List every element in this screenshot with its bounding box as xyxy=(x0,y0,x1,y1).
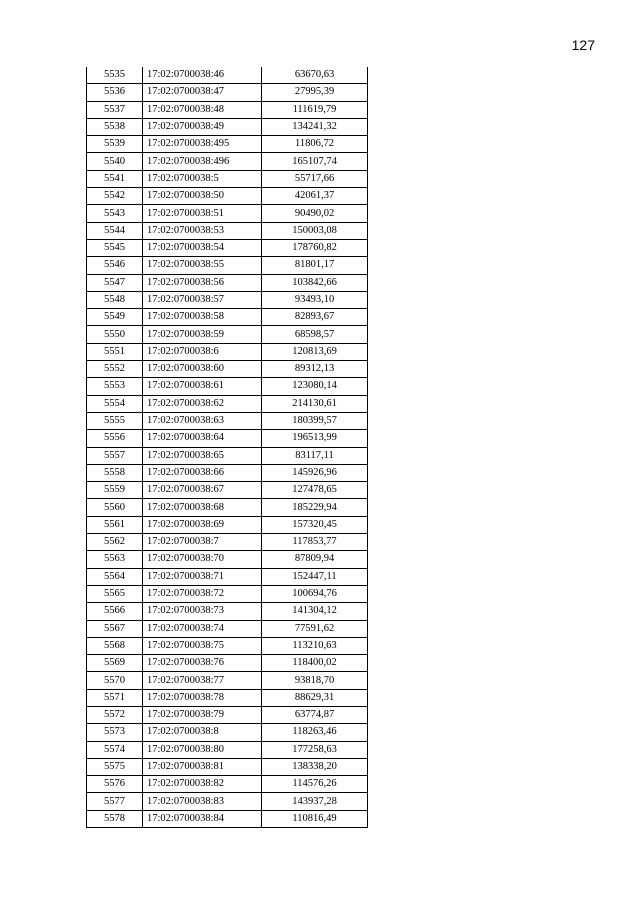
cadastral-number: 17:02:0700038:71 xyxy=(143,568,262,585)
cadastral-number: 17:02:0700038:51 xyxy=(143,205,262,222)
cadastral-value: 118400,02 xyxy=(262,655,368,672)
cadastral-value: 178760,82 xyxy=(262,239,368,256)
cadastral-number: 17:02:0700038:7 xyxy=(143,534,262,551)
cadastral-number: 17:02:0700038:48 xyxy=(143,101,262,118)
cadastral-number: 17:02:0700038:55 xyxy=(143,257,262,274)
cadastral-number: 17:02:0700038:59 xyxy=(143,326,262,343)
table-row xyxy=(87,672,368,689)
cadastral-value: 42061,37 xyxy=(262,188,368,205)
row-number: 5575 xyxy=(87,758,143,775)
row-number: 5562 xyxy=(87,534,143,551)
row-number: 5549 xyxy=(87,309,143,326)
table-row xyxy=(87,706,368,723)
cadastral-number: 17:02:0700038:72 xyxy=(143,585,262,602)
cadastral-value: 165107,74 xyxy=(262,153,368,170)
row-number: 5542 xyxy=(87,188,143,205)
table-row xyxy=(87,620,368,637)
table-row xyxy=(87,153,368,170)
cadastral-value: 152447,11 xyxy=(262,568,368,585)
table-row xyxy=(87,776,368,793)
table-row xyxy=(87,343,368,360)
cadastral-value: 145926,96 xyxy=(262,464,368,481)
cadastral-number: 17:02:0700038:64 xyxy=(143,430,262,447)
cadastral-number: 17:02:0700038:81 xyxy=(143,758,262,775)
cadastral-number: 17:02:0700038:83 xyxy=(143,793,262,810)
table-row xyxy=(87,430,368,447)
table-row xyxy=(87,274,368,291)
row-number: 5551 xyxy=(87,343,143,360)
cadastral-number: 17:02:0700038:70 xyxy=(143,551,262,568)
row-number: 5568 xyxy=(87,637,143,654)
row-number: 5545 xyxy=(87,239,143,256)
row-number: 5570 xyxy=(87,672,143,689)
row-number: 5555 xyxy=(87,412,143,429)
table-row xyxy=(87,551,368,568)
row-number: 5566 xyxy=(87,603,143,620)
table-row xyxy=(87,810,368,827)
cadastral-number: 17:02:0700038:54 xyxy=(143,239,262,256)
cadastral-number: 17:02:0700038:61 xyxy=(143,378,262,395)
table-row xyxy=(87,741,368,758)
row-number: 5548 xyxy=(87,291,143,308)
cadastral-number: 17:02:0700038:50 xyxy=(143,188,262,205)
table-row xyxy=(87,637,368,654)
row-number: 5573 xyxy=(87,724,143,741)
cadastral-value: 63774,87 xyxy=(262,706,368,723)
cadastral-value: 138338,20 xyxy=(262,758,368,775)
cadastral-number: 17:02:0700038:69 xyxy=(143,516,262,533)
cadastral-value: 68598,57 xyxy=(262,326,368,343)
row-number: 5560 xyxy=(87,499,143,516)
table-row xyxy=(87,499,368,516)
cadastral-value: 90490,02 xyxy=(262,205,368,222)
row-number: 5563 xyxy=(87,551,143,568)
cadastral-value: 117853,77 xyxy=(262,534,368,551)
cadastral-number: 17:02:0700038:63 xyxy=(143,412,262,429)
cadastral-number: 17:02:0700038:49 xyxy=(143,118,262,135)
cadastral-number: 17:02:0700038:6 xyxy=(143,343,262,360)
row-number: 5535 xyxy=(87,67,143,84)
table-row xyxy=(87,689,368,706)
row-number: 5558 xyxy=(87,464,143,481)
cadastral-value: 120813,69 xyxy=(262,343,368,360)
cadastral-number: 17:02:0700038:8 xyxy=(143,724,262,741)
cadastral-number: 17:02:0700038:53 xyxy=(143,222,262,239)
row-number: 5537 xyxy=(87,101,143,118)
cadastral-value: 89312,13 xyxy=(262,361,368,378)
table-row xyxy=(87,239,368,256)
cadastral-value: 87809,94 xyxy=(262,551,368,568)
row-number: 5539 xyxy=(87,136,143,153)
cadastral-value: 143937,28 xyxy=(262,793,368,810)
cadastral-number: 17:02:0700038:76 xyxy=(143,655,262,672)
table-row xyxy=(87,118,368,135)
cadastral-number: 17:02:0700038:57 xyxy=(143,291,262,308)
cadastral-number: 17:02:0700038:67 xyxy=(143,482,262,499)
table-row xyxy=(87,585,368,602)
cadastral-value: 88629,31 xyxy=(262,689,368,706)
cadastral-value: 114576,26 xyxy=(262,776,368,793)
table-row xyxy=(87,464,368,481)
table-row xyxy=(87,378,368,395)
table-row xyxy=(87,101,368,118)
row-number: 5567 xyxy=(87,620,143,637)
cadastral-number: 17:02:0700038:46 xyxy=(143,67,262,84)
row-number: 5540 xyxy=(87,153,143,170)
table-row xyxy=(87,568,368,585)
cadastral-value: 82893,67 xyxy=(262,309,368,326)
cadastral-value: 27995,39 xyxy=(262,84,368,101)
row-number: 5574 xyxy=(87,741,143,758)
cadastral-number: 17:02:0700038:60 xyxy=(143,361,262,378)
table-row xyxy=(87,395,368,412)
cadastral-value: 157320,45 xyxy=(262,516,368,533)
cadastral-value: 214130,61 xyxy=(262,395,368,412)
row-number: 5552 xyxy=(87,361,143,378)
row-number: 5546 xyxy=(87,257,143,274)
cadastral-value: 103842,66 xyxy=(262,274,368,291)
cadastral-value: 77591,62 xyxy=(262,620,368,637)
row-number: 5536 xyxy=(87,84,143,101)
cadastral-number: 17:02:0700038:47 xyxy=(143,84,262,101)
table-row xyxy=(87,758,368,775)
cadastral-value: 83117,11 xyxy=(262,447,368,464)
row-number: 5571 xyxy=(87,689,143,706)
cadastral-value: 150003,08 xyxy=(262,222,368,239)
cadastral-value: 55717,66 xyxy=(262,170,368,187)
cadastral-number: 17:02:0700038:77 xyxy=(143,672,262,689)
cadastral-value: 180399,57 xyxy=(262,412,368,429)
cadastral-value: 113210,63 xyxy=(262,637,368,654)
table-row xyxy=(87,205,368,222)
row-number: 5550 xyxy=(87,326,143,343)
cadastral-number: 17:02:0700038:68 xyxy=(143,499,262,516)
cadastral-number: 17:02:0700038:82 xyxy=(143,776,262,793)
cadastral-value: 123080,14 xyxy=(262,378,368,395)
table-body xyxy=(87,67,368,828)
cadastral-number: 17:02:0700038:80 xyxy=(143,741,262,758)
row-number: 5547 xyxy=(87,274,143,291)
row-number: 5544 xyxy=(87,222,143,239)
row-number: 5554 xyxy=(87,395,143,412)
page-number: 127 xyxy=(571,37,595,53)
cadastral-value: 196513,99 xyxy=(262,430,368,447)
cadastral-number: 17:02:0700038:74 xyxy=(143,620,262,637)
row-number: 5565 xyxy=(87,585,143,602)
table-row xyxy=(87,655,368,672)
cadastral-number: 17:02:0700038:79 xyxy=(143,706,262,723)
cadastral-number: 17:02:0700038:5 xyxy=(143,170,262,187)
table-row xyxy=(87,170,368,187)
cadastral-value: 110816,49 xyxy=(262,810,368,827)
row-number: 5564 xyxy=(87,568,143,585)
cadastral-value: 118263,46 xyxy=(262,724,368,741)
table-row xyxy=(87,793,368,810)
table-row xyxy=(87,603,368,620)
table-row xyxy=(87,516,368,533)
row-number: 5578 xyxy=(87,810,143,827)
row-number: 5559 xyxy=(87,482,143,499)
table-row xyxy=(87,84,368,101)
cadastral-number: 17:02:0700038:84 xyxy=(143,810,262,827)
cadastre-table xyxy=(86,67,368,828)
table-row xyxy=(87,412,368,429)
table-row xyxy=(87,291,368,308)
cadastral-number: 17:02:0700038:66 xyxy=(143,464,262,481)
cadastral-value: 134241,32 xyxy=(262,118,368,135)
cadastral-number: 17:02:0700038:73 xyxy=(143,603,262,620)
row-number: 5543 xyxy=(87,205,143,222)
row-number: 5576 xyxy=(87,776,143,793)
cadastral-number: 17:02:0700038:75 xyxy=(143,637,262,654)
cadastral-number: 17:02:0700038:496 xyxy=(143,153,262,170)
row-number: 5561 xyxy=(87,516,143,533)
cadastral-number: 17:02:0700038:78 xyxy=(143,689,262,706)
cadastral-value: 127478,65 xyxy=(262,482,368,499)
table-row xyxy=(87,67,368,84)
cadastral-value: 111619,79 xyxy=(262,101,368,118)
table-row xyxy=(87,482,368,499)
row-number: 5577 xyxy=(87,793,143,810)
cadastral-number: 17:02:0700038:58 xyxy=(143,309,262,326)
cadastral-value: 93493,10 xyxy=(262,291,368,308)
table-row xyxy=(87,447,368,464)
cadastral-number: 17:02:0700038:62 xyxy=(143,395,262,412)
table-row xyxy=(87,136,368,153)
cadastral-value: 100694,76 xyxy=(262,585,368,602)
cadastral-value: 93818,70 xyxy=(262,672,368,689)
table-row xyxy=(87,222,368,239)
cadastral-value: 185229,94 xyxy=(262,499,368,516)
table-row xyxy=(87,361,368,378)
table-row xyxy=(87,257,368,274)
cadastral-number: 17:02:0700038:56 xyxy=(143,274,262,291)
row-number: 5538 xyxy=(87,118,143,135)
cadastral-number: 17:02:0700038:65 xyxy=(143,447,262,464)
row-number: 5553 xyxy=(87,378,143,395)
table-row xyxy=(87,724,368,741)
table-row xyxy=(87,309,368,326)
row-number: 5557 xyxy=(87,447,143,464)
table-row xyxy=(87,188,368,205)
cadastral-value: 63670,63 xyxy=(262,67,368,84)
cadastral-value: 177258,63 xyxy=(262,741,368,758)
row-number: 5569 xyxy=(87,655,143,672)
cadastral-value: 141304,12 xyxy=(262,603,368,620)
cadastral-value: 11806,72 xyxy=(262,136,368,153)
row-number: 5572 xyxy=(87,706,143,723)
table-row xyxy=(87,534,368,551)
row-number: 5541 xyxy=(87,170,143,187)
cadastral-value: 81801,17 xyxy=(262,257,368,274)
cadastral-number: 17:02:0700038:495 xyxy=(143,136,262,153)
table-row xyxy=(87,326,368,343)
row-number: 5556 xyxy=(87,430,143,447)
